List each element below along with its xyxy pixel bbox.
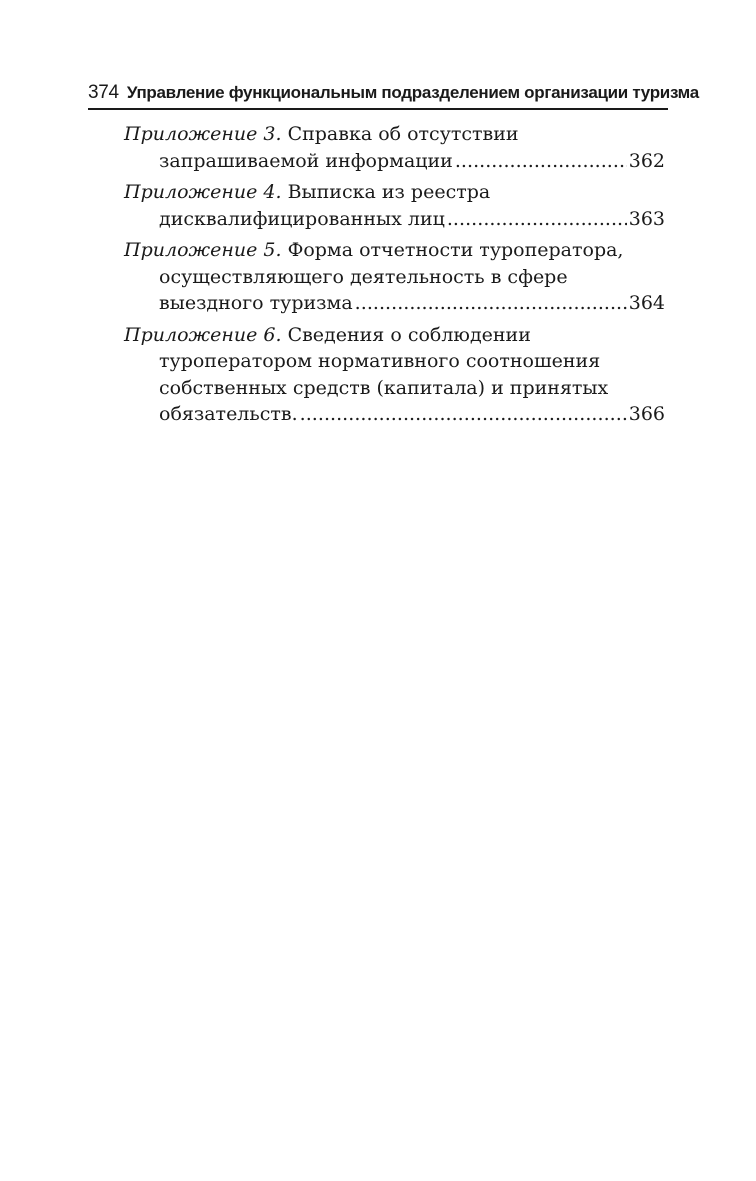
toc-entry-title-end: выездного туризма xyxy=(159,292,353,314)
toc-entry-title: Форма отчетности туроператора, xyxy=(287,239,624,261)
toc-entry-label: Приложение 6. xyxy=(124,323,282,346)
toc-entry-title-end: дисквалифицированных лиц xyxy=(159,207,445,230)
toc-entry-first-line xyxy=(124,179,665,206)
toc-entry-middle-line: туроператором нормативного соотношения xyxy=(159,350,601,372)
toc-entry-middle-line: осуществляющего деятельность в сфере xyxy=(159,265,568,288)
toc-page-number: 362 xyxy=(628,149,665,172)
toc-entry-appendix-5[interactable] xyxy=(124,237,665,317)
dot-leader xyxy=(300,401,627,428)
toc-page-number: 363 xyxy=(628,207,665,230)
toc-entry-first-line xyxy=(124,322,665,349)
page-number: 374 xyxy=(88,82,119,103)
dot-leader xyxy=(447,206,627,233)
running-head-title: Управление функциональным подразделением организации туризма xyxy=(126,83,699,102)
toc-entry-last-line xyxy=(124,206,665,233)
toc-page-number: 366 xyxy=(628,403,665,425)
toc-entry-title-end: обязательств. xyxy=(159,403,298,425)
toc-entry-label: Приложение 5. xyxy=(124,239,282,261)
toc-page-number: 364 xyxy=(628,292,665,314)
toc-entry-middle-line: собственных средств (капитала) и принятых xyxy=(159,376,609,399)
dot-leader xyxy=(455,148,627,175)
toc-entry-label: Приложение 4. xyxy=(124,181,282,203)
toc-entry-title-end: запрашиваемой информации xyxy=(159,149,453,172)
toc-entry-first-line xyxy=(124,237,665,264)
toc-entry-title: Справка об отсутствии xyxy=(287,123,519,145)
toc-entry-last-line xyxy=(124,290,665,317)
toc-entry-label: Приложение 3. xyxy=(124,123,282,145)
toc-entry-appendix-4[interactable] xyxy=(124,179,665,232)
toc-entry-last-line xyxy=(124,148,665,175)
table-of-contents xyxy=(124,121,665,433)
toc-entry-appendix-6[interactable] xyxy=(124,322,665,428)
dot-leader xyxy=(355,290,627,317)
running-head xyxy=(88,80,699,110)
toc-entry-first-line xyxy=(124,121,665,148)
toc-entry-title: Сведения о соблюдении xyxy=(287,323,531,346)
toc-entry-title: Выписка из реестра xyxy=(287,181,491,203)
toc-entry-appendix-3[interactable] xyxy=(124,121,665,174)
toc-entry-last-line xyxy=(124,401,665,428)
